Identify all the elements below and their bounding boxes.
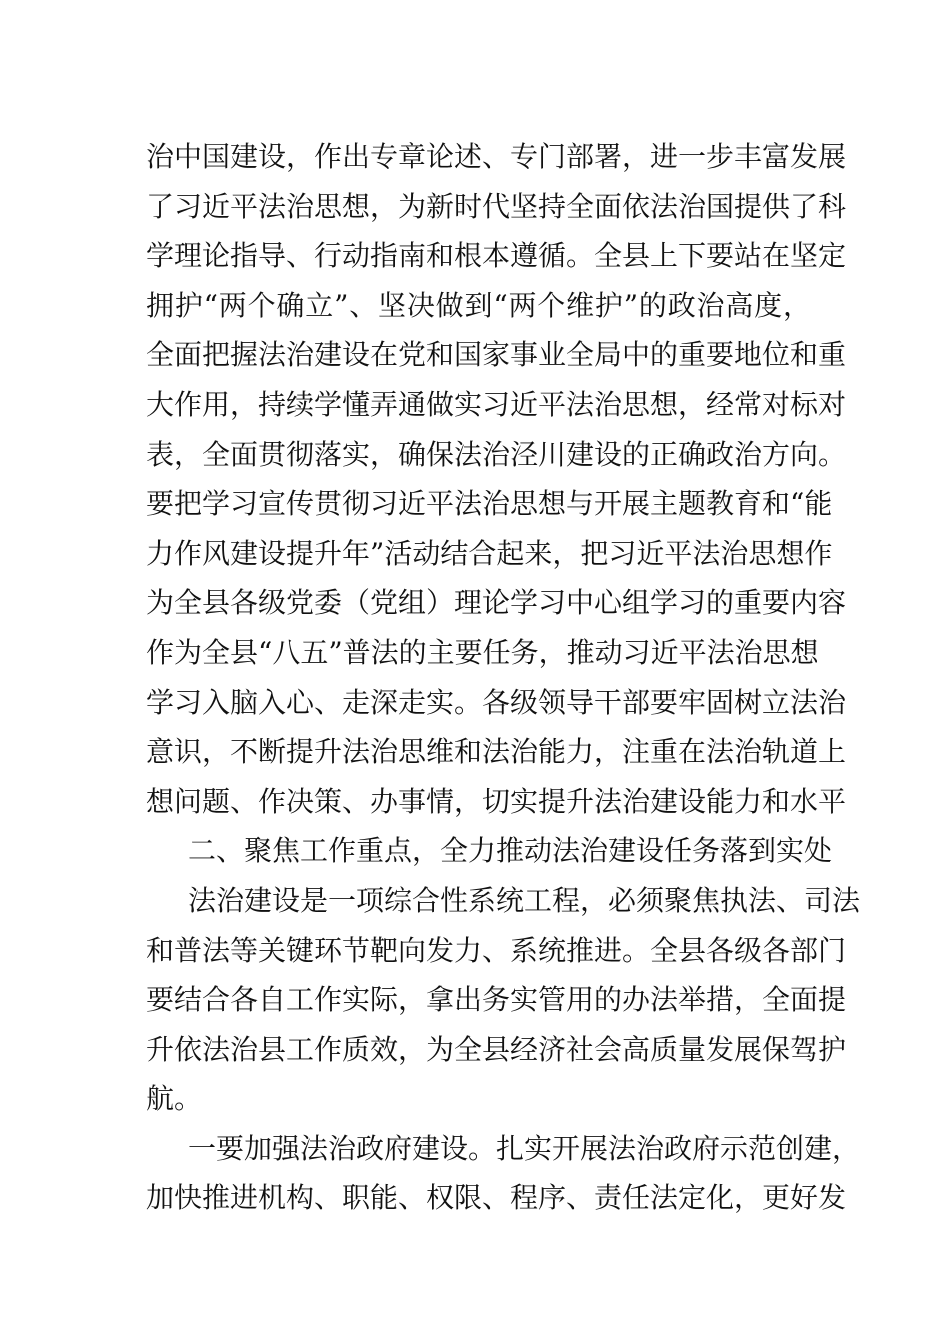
text-line-21: 一要加强法治政府建设。扎实开展法治政府示范创建， — [188, 1131, 861, 1165]
text-line-18: 要结合各自工作实际，拿出务实管用的办法举措，全面提 — [146, 983, 847, 1017]
text-line-3: 学理论指导、行动指南和根本遵循。全县上下要站在坚定 — [146, 239, 847, 273]
text-line-13: 意识，不断提升法治思维和法治能力，注重在法治轨道上 — [146, 735, 847, 769]
text-line-19: 升依法治县工作质效，为全县经济社会高质量发展保驾护 — [146, 1032, 847, 1066]
text-line-10: 为全县各级党委（党组）理论学习中心组学习的重要内容 — [146, 586, 847, 620]
text-line-4: 拥护“两个确立”、坚决做到“两个维护”的政治高度， — [146, 288, 811, 322]
text-line-17: 和普法等关键环节靶向发力、系统推进。全县各级各部门 — [146, 933, 847, 967]
text-line-6: 大作用，持续学懂弄通做实习近平法治思想，经常对标对 — [146, 387, 847, 421]
text-line-7: 表，全面贯彻落实，确保法治泾川建设的正确政治方向。 — [146, 437, 847, 471]
text-line-11: 作为全县“八五”普法的主要任务，推动习近平法治思想 — [146, 635, 819, 669]
text-line-20: 航。 — [146, 1082, 203, 1116]
document-body — [146, 132, 861, 1223]
text-line-16: 法治建设是一项综合性系统工程，必须聚焦执法、司法 — [188, 883, 861, 917]
text-line-9: 力作风建设提升年”活动结合起来，把习近平法治思想作 — [146, 536, 833, 570]
text-line-22: 加快推进机构、职能、权限、程序、责任法定化，更好发 — [146, 1181, 847, 1215]
text-line-8: 要把学习宣传贯彻习近平法治思想与开展主题教育和“能 — [146, 487, 833, 521]
text-line-1: 治中国建设，作出专章论述、专门部署，进一步丰富发展 — [146, 140, 847, 173]
section-heading: 二、聚焦工作重点，全力推动法治建设任务落到实处 — [188, 834, 833, 868]
text-line-2: 了习近平法治思想，为新时代坚持全面依法治国提供了科 — [146, 189, 847, 223]
text-line-12: 学习入脑入心、走深走实。各级领导干部要牢固树立法治 — [146, 685, 847, 719]
text-line-14: 想问题、作决策、办事情，切实提升法治建设能力和水平 — [146, 784, 847, 818]
text-line-5: 全面把握法治建设在党和国家事业全局中的重要地位和重 — [146, 338, 847, 372]
